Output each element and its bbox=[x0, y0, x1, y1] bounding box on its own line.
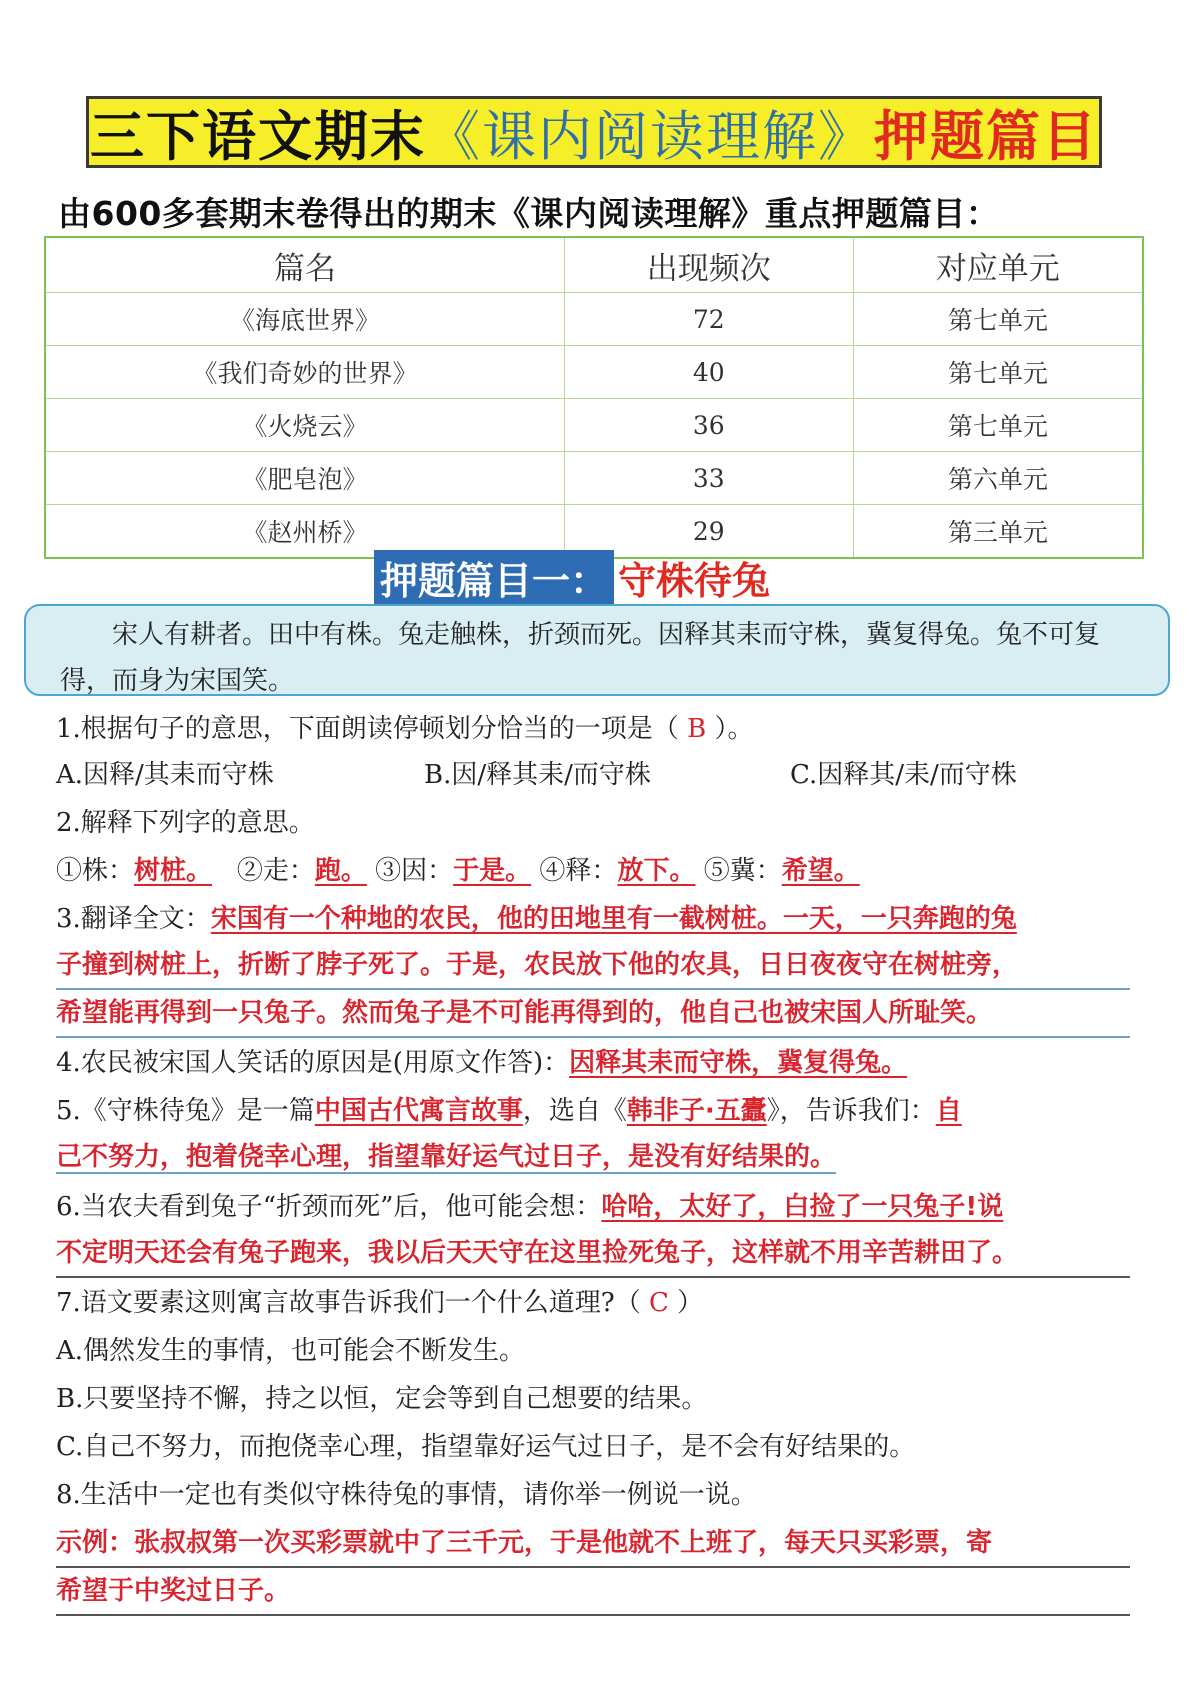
question-7-text: 7.语文要素这则寓言故事告诉我们一个什么道理?（ bbox=[56, 1288, 650, 1318]
frequency-table bbox=[44, 236, 1144, 559]
q2-label-3: ③因： bbox=[375, 856, 454, 886]
cell-frequency: 33 bbox=[564, 452, 853, 505]
q2-answer-1: 树桩。 bbox=[134, 856, 213, 886]
question-7-option-b: B.只要坚持不懈，持之以恒，定会等到自己想要的结果。 bbox=[56, 1384, 708, 1414]
q2-answer-4: 放下。 bbox=[617, 856, 696, 886]
title-part-predict: 押题篇目 bbox=[874, 104, 1098, 168]
cell-title: 《海底世界》 bbox=[45, 293, 564, 346]
question-7-suffix: ） bbox=[668, 1288, 704, 1318]
question-5-answer-moral-start: 自 bbox=[935, 1096, 962, 1126]
question-1-answer: B bbox=[687, 714, 707, 744]
table-row bbox=[45, 452, 1143, 505]
cell-title: 《赵州桥》 bbox=[45, 505, 564, 559]
question-1-option-b: B.因/释其耒/而守株 bbox=[424, 760, 651, 790]
passage-box: 宋人有耕者。田中有株。兔走触株，折颈而死。因释其耒而守株，冀复得兔。兔不可复得，而身为宋国笑。 bbox=[24, 604, 1170, 696]
cell-unit: 第七单元 bbox=[853, 293, 1143, 346]
question-5-answer-moral bbox=[56, 1134, 1130, 1180]
question-6-answer-line-2: 不定明天还会有兔子跑来，我以后天天守在这里捡死兔子，这样就不用辛苦耕田了。 bbox=[56, 1230, 1130, 1278]
q2-label-4: ④释： bbox=[539, 856, 618, 886]
question-4 bbox=[56, 1040, 907, 1086]
question-5-answer-genre: 中国古代寓言故事 bbox=[314, 1096, 523, 1126]
question-8: 8.生活中一定也有类似守株待兔的事情，请你举一例说一说。 bbox=[56, 1480, 757, 1510]
section-label: 押题篇目一： bbox=[374, 550, 614, 604]
question-3 bbox=[56, 896, 1017, 942]
question-1-suffix: ）。 bbox=[706, 714, 754, 744]
question-5-answer-moral-text: 己不努力，抱着侥幸心理，指望靠好运气过日子，是没有好结果的。 bbox=[56, 1142, 837, 1172]
cell-frequency: 72 bbox=[564, 293, 853, 346]
table-row bbox=[45, 346, 1143, 399]
column-header-title: 篇名 bbox=[45, 237, 564, 293]
question-1 bbox=[56, 706, 753, 752]
q2-answer-5: 希望。 bbox=[781, 856, 860, 886]
table-row bbox=[45, 399, 1143, 452]
question-5-text-2: ，选自《 bbox=[522, 1096, 627, 1126]
question-4-text: 4.农民被宋国人笑话的原因是(用原文作答)： bbox=[56, 1048, 570, 1078]
question-2: 2.解释下列字的意思。 bbox=[56, 808, 315, 838]
question-6-answer-line-1: 哈哈，太好了，白捡了一只兔子!说 bbox=[601, 1192, 1004, 1222]
cell-title: 《我们奇妙的世界》 bbox=[45, 346, 564, 399]
question-7-answer: C bbox=[649, 1288, 669, 1318]
question-1-option-a: A.因释/其耒而守株 bbox=[56, 760, 274, 790]
question-7-option-a: A.偶然发生的事情，也可能会不断发生。 bbox=[56, 1336, 526, 1366]
question-5-text-3: 》，告诉我们： bbox=[766, 1096, 936, 1126]
cell-title: 《肥皂泡》 bbox=[45, 452, 564, 505]
title-part-topic: 《课内阅读理解》 bbox=[426, 104, 874, 168]
section-story-name: 守株待兔 bbox=[618, 558, 771, 603]
cell-unit: 第三单元 bbox=[853, 505, 1143, 559]
column-header-frequency: 出现频次 bbox=[564, 237, 853, 293]
question-3-answer-line-3: 希望能再得到一只兔子。然而兔子是不可能再得到的，他自己也被宋国人所耻笑。 bbox=[56, 990, 1130, 1038]
question-5-answer-source: 韩非子·五蠹 bbox=[626, 1096, 767, 1126]
cell-frequency: 40 bbox=[564, 346, 853, 399]
title-part-grade: 三下语文期末 bbox=[90, 104, 426, 168]
section-heading bbox=[374, 550, 770, 604]
question-6-text: 6.当农夫看到兔子“折颈而死”后，他可能会想： bbox=[56, 1192, 602, 1222]
question-8-answer-line-2: 希望于中奖过日子。 bbox=[56, 1568, 1130, 1616]
question-7 bbox=[56, 1280, 703, 1326]
cell-unit: 第七单元 bbox=[853, 346, 1143, 399]
q2-answer-2: 跑。 bbox=[314, 856, 367, 886]
question-1-option-c: C.因释其/耒/而守株 bbox=[790, 760, 1017, 790]
question-4-answer: 因释其耒而守株，冀复得兔。 bbox=[569, 1048, 908, 1078]
subtitle: 由600多套期末卷得出的期末《课内阅读理解》重点押题篇目： bbox=[58, 194, 1000, 233]
question-3-answer-line-1: 宋国有一个种地的农民，他的田地里有一截树桩。一天，一只奔跑的兔 bbox=[210, 904, 1017, 934]
cell-title: 《火烧云》 bbox=[45, 399, 564, 452]
cell-unit: 第六单元 bbox=[853, 452, 1143, 505]
table-row bbox=[45, 293, 1143, 346]
q2-label-1: ①株： bbox=[56, 856, 135, 886]
question-2-answers bbox=[56, 848, 860, 894]
question-5 bbox=[56, 1088, 962, 1134]
q2-label-2: ②走： bbox=[236, 856, 315, 886]
table-header-row bbox=[45, 237, 1143, 293]
question-5-text-1: 5.《守株待兔》是一篇 bbox=[56, 1096, 315, 1126]
question-6 bbox=[56, 1184, 1003, 1230]
cell-frequency: 36 bbox=[564, 399, 853, 452]
cell-unit: 第七单元 bbox=[853, 399, 1143, 452]
page-title bbox=[86, 96, 1102, 168]
column-header-unit: 对应单元 bbox=[853, 237, 1143, 293]
q2-answer-3: 于是。 bbox=[453, 856, 532, 886]
q2-label-5: ⑤冀： bbox=[703, 856, 782, 886]
question-1-text: 1.根据句子的意思，下面朗读停顿划分恰当的一项是（ bbox=[56, 714, 688, 744]
cell-frequency: 29 bbox=[564, 505, 853, 559]
question-8-answer-line-1: 示例：张叔叔第一次买彩票就中了三千元，于是他就不上班了，每天只买彩票，寄 bbox=[56, 1520, 1130, 1568]
question-3-answer-line-2: 子撞到树桩上，折断了脖子死了。于是，农民放下他的农具，日日夜夜守在树桩旁， bbox=[56, 942, 1130, 990]
question-7-option-c: C.自己不努力，而抱侥幸心理，指望靠好运气过日子，是不会有好结果的。 bbox=[56, 1432, 916, 1462]
question-3-text: 3.翻译全文： bbox=[56, 904, 211, 934]
